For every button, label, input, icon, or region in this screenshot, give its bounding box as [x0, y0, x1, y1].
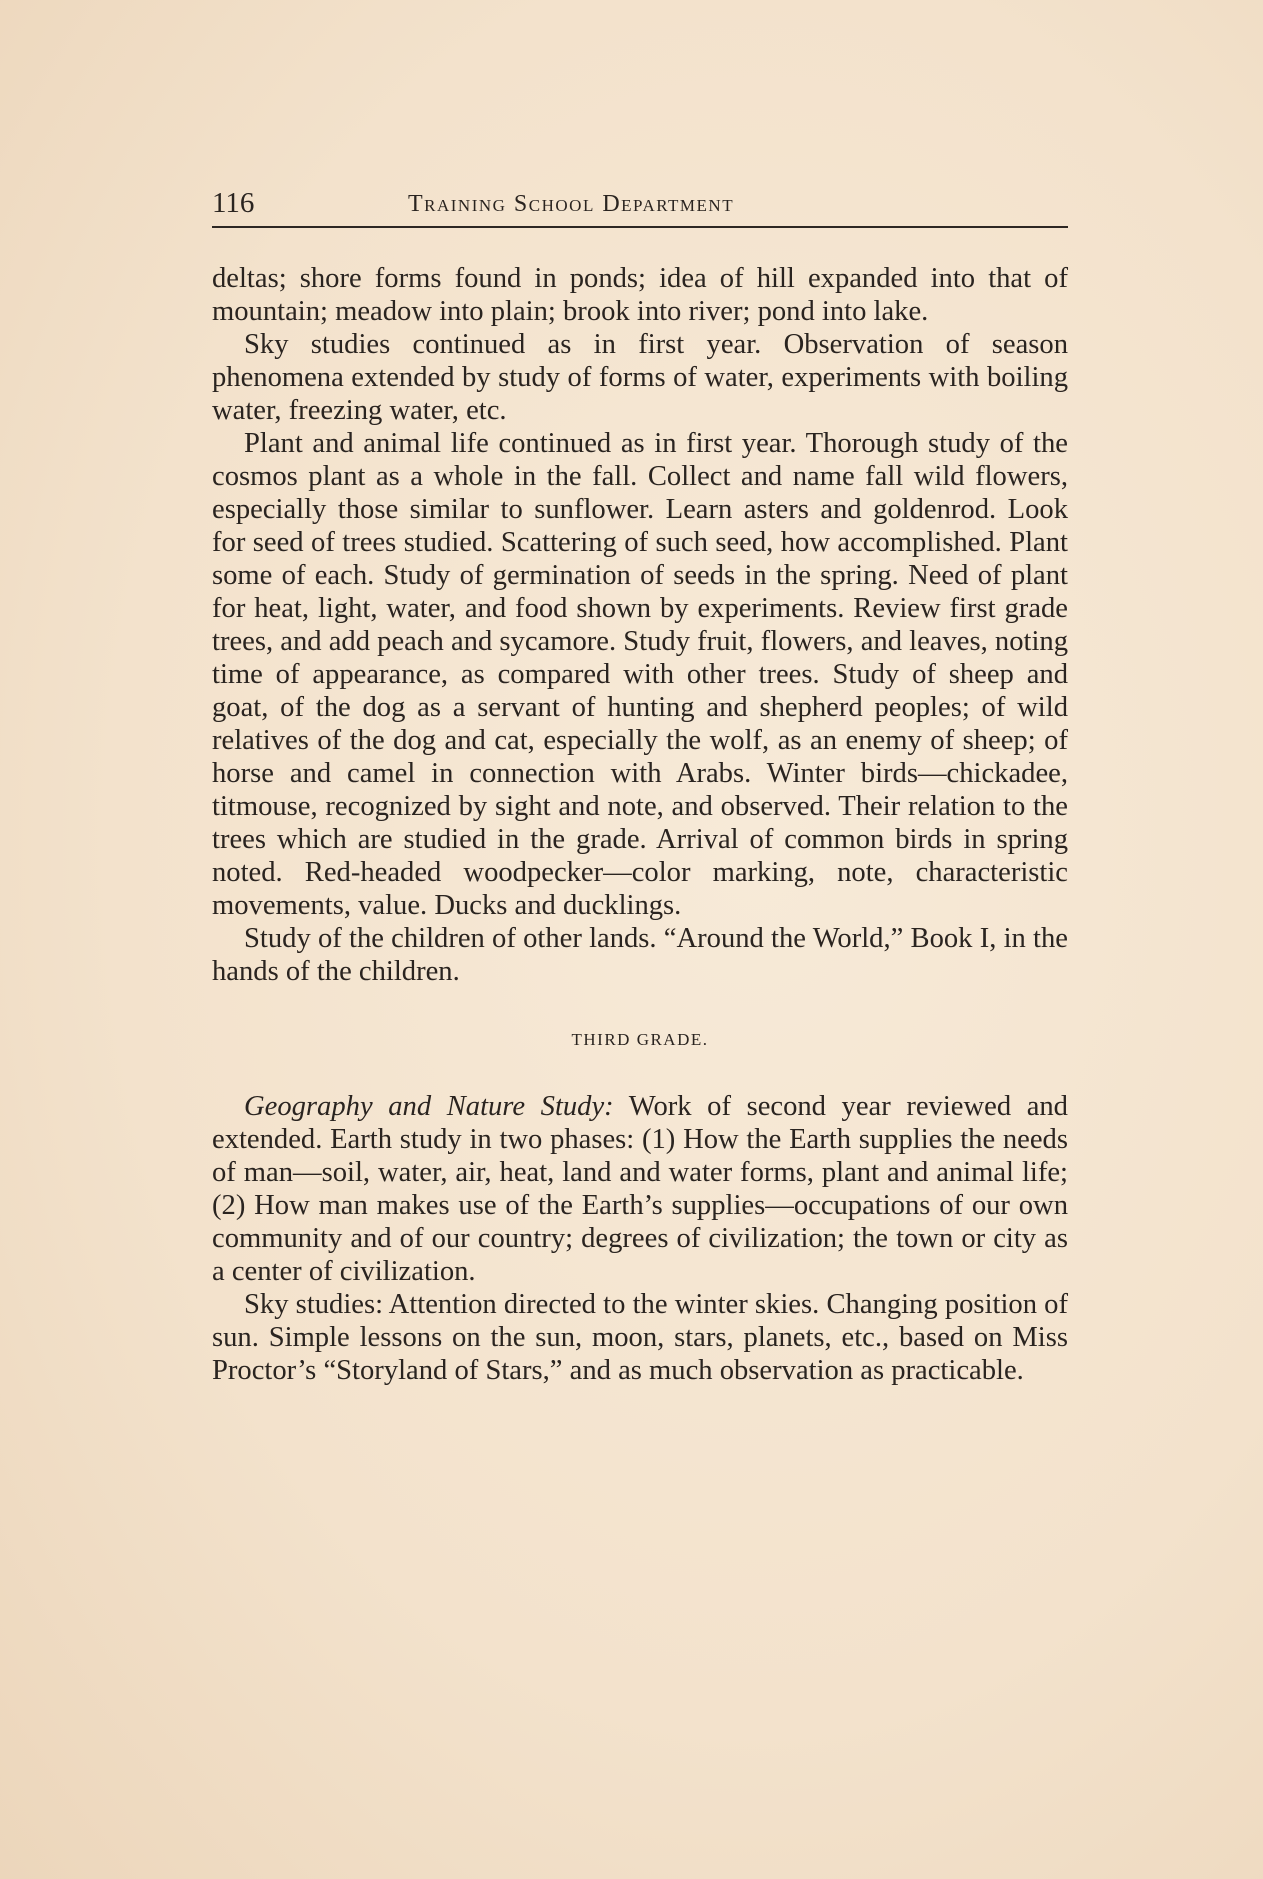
body-text [212, 262, 1068, 1387]
running-head [212, 186, 1068, 228]
paragraph-sky-studies-winter: Sky studies: Attention directed to the winter skies. Changing position of sun. Simple lessons on the sun, moon, stars, planets, etc., based on Miss Proctor’s “Storyland of Stars,” and as much observation as practicable. [212, 1289, 1068, 1386]
header-title: Training School Department [408, 191, 735, 217]
book-page [212, 0, 1068, 1879]
paragraph-children-other-lands: Study of the children of other lands. “Around the World,” Book I, in the hands of the children. [212, 923, 1068, 987]
paragraph-plant-animal-life: Plant and animal life continued as in first year. Thorough study of the cosmos plant as a whole in the fall. Collect and name fall wild flowers, especially those similar to sunflower. Learn asters and goldenrod. Look for seed of trees studied. Scattering of such seed, how accomplished. Plant some of each. Study of germination of seeds in the spring. Need of plant for heat, light, water, and food shown by experiments. Review first grade trees, and add peach and sycamore. Study fruit, flowers, and leaves, noting time of appearance, as compared with other trees. Study of sheep and goat, of the dog as a servant of hunting and shepherd peoples; of wild relatives of the dog and cat, especially the wolf, as an enemy of sheep; of horse and camel in connection with Arabs. Winter birds—chickadee, titmouse, recognized by sight and note, and observed. Their relation to the trees which are studied in the grade. Arrival of common birds in spring noted. Red-headed woodpecker—color marking, note, characteristic movements, value. Ducks and ducklings. [212, 428, 1068, 921]
paragraph-geography-nature-study [212, 1090, 1068, 1288]
paragraph-sky-studies: Sky studies continued as in first year. Observation of season phenomena extended by study of forms of water, experiments with boiling water, freezing water, etc. [212, 329, 1068, 426]
page-number: 116 [212, 187, 255, 219]
section-heading-third-grade: THIRD GRADE. [571, 1030, 709, 1049]
geography-nature-study-label: Geography and Nature Study: [244, 1091, 614, 1122]
paragraph-deltas: deltas; shore forms found in ponds; idea of hill expanded into that of mountain; meadow into plain; brook into river; pond into lake. [212, 263, 1068, 327]
geography-nature-study-text: Work of second year reviewed and extended. Earth study in two phases: (1) How the Earth supplies the needs of man—soil, water, air, heat, land and water forms, plant and animal life; (2) How man makes use of the Earth’s supplies—occupations of our own community and of our country; degrees of civilization; the town or city as a center of civilization. [212, 1091, 1068, 1287]
